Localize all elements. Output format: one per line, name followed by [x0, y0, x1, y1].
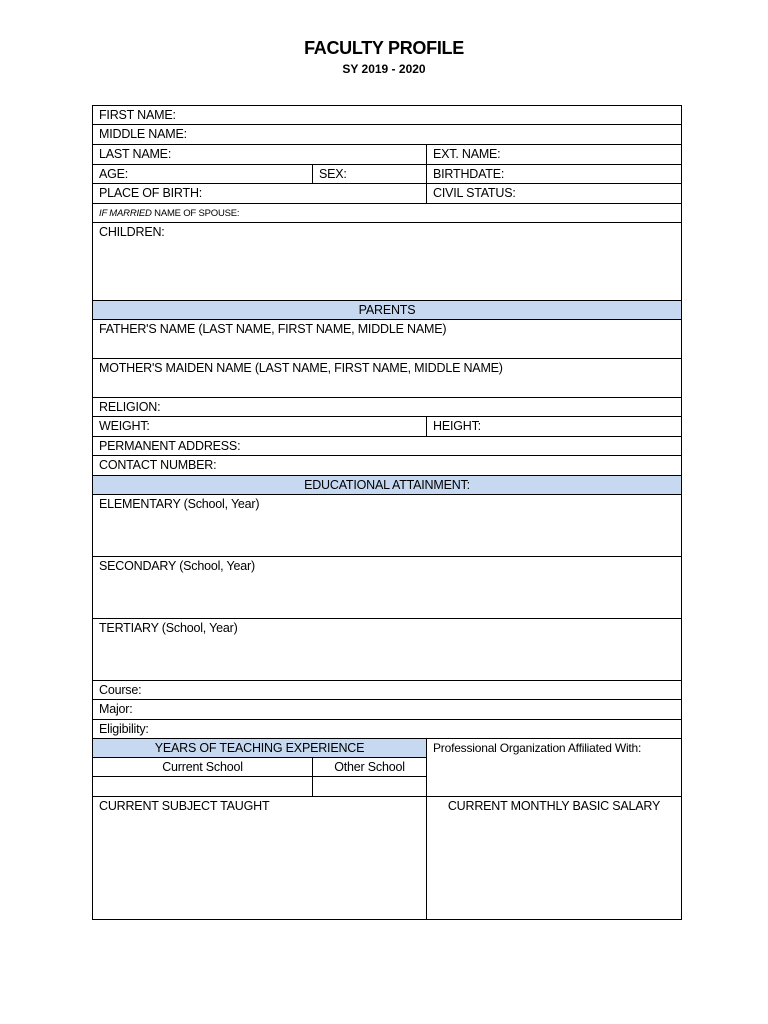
weight-height-row	[93, 417, 681, 437]
professional-organization-field[interactable]: Professional Organization Affiliated With:	[433, 741, 642, 755]
other-school-heading: Other School	[312, 758, 426, 776]
children-field[interactable]: CHILDREN:	[99, 225, 165, 239]
children-row	[93, 223, 681, 301]
mother-row	[93, 359, 681, 398]
father-row	[93, 320, 681, 359]
current-subject-taught-field[interactable]: CURRENT SUBJECT TAUGHT	[99, 799, 270, 813]
professional-organization-block	[426, 739, 681, 797]
elementary-field[interactable]: ELEMENTARY (School, Year)	[99, 497, 260, 511]
religion-field[interactable]: RELIGION:	[99, 400, 161, 414]
faculty-profile-form	[92, 105, 682, 920]
eligibility-field[interactable]: Eligibility:	[99, 722, 149, 736]
secondary-field[interactable]: SECONDARY (School, Year)	[99, 559, 255, 573]
permanent-address-field[interactable]: PERMANENT ADDRESS:	[99, 439, 241, 453]
spouse-name-field[interactable]	[93, 204, 681, 222]
school-year-subtitle: SY 2019 - 2020	[342, 62, 426, 76]
teaching-values-row	[93, 777, 426, 796]
teaching-columns-row	[93, 758, 426, 777]
fathers-name-field[interactable]: FATHER'S NAME (LAST NAME, FIRST NAME, MIDDLE NAME)	[99, 322, 447, 336]
eligibility-row	[93, 720, 681, 739]
form-title: FACULTY PROFILE	[304, 38, 464, 58]
contact-number-field[interactable]: CONTACT NUMBER:	[99, 458, 217, 472]
parents-heading: PARENTS	[358, 303, 416, 317]
spouse-row	[93, 204, 681, 223]
education-section-header	[93, 476, 681, 495]
sex-field[interactable]: SEX:	[312, 165, 426, 183]
first-name-field[interactable]: FIRST NAME:	[99, 108, 176, 122]
middle-name-field[interactable]: MIDDLE NAME:	[99, 127, 187, 141]
first-name-row	[93, 106, 681, 125]
course-row	[93, 681, 681, 700]
other-school-years-input[interactable]	[312, 777, 426, 796]
last-name-field[interactable]: LAST NAME:	[99, 147, 172, 161]
if-married-note: IF MARRIED	[99, 208, 152, 219]
course-field[interactable]: Course:	[99, 683, 142, 697]
ext-name-field[interactable]: EXT. NAME:	[426, 145, 681, 164]
education-heading: EDUCATIONAL ATTAINMENT:	[304, 478, 470, 492]
middle-name-row	[93, 125, 681, 145]
subject-salary-row	[93, 797, 681, 919]
age-field[interactable]: AGE:	[99, 167, 129, 181]
birth-place-row	[93, 184, 681, 204]
tertiary-field[interactable]: TERTIARY (School, Year)	[99, 621, 238, 635]
teaching-experience-header	[93, 739, 426, 758]
monthly-salary-field[interactable]: CURRENT MONTHLY BASIC SALARY	[426, 797, 681, 919]
teaching-experience-heading: YEARS OF TEACHING EXPERIENCE	[154, 741, 365, 755]
parents-section-header	[93, 301, 681, 320]
major-row	[93, 700, 681, 720]
weight-field[interactable]: WEIGHT:	[99, 419, 150, 433]
current-school-heading: Current School	[162, 760, 243, 774]
place-of-birth-field[interactable]: PLACE OF BIRTH:	[99, 186, 203, 200]
religion-row	[93, 398, 681, 417]
tertiary-row	[93, 619, 681, 681]
birthdate-field[interactable]: BIRTHDATE:	[426, 165, 681, 183]
address-row	[93, 437, 681, 456]
mothers-name-field[interactable]: MOTHER'S MAIDEN NAME (LAST NAME, FIRST NAME, MIDDLE NAME)	[99, 361, 503, 375]
age-sex-birthdate-row	[93, 165, 681, 184]
current-school-years-input[interactable]	[93, 777, 312, 796]
elementary-row	[93, 495, 681, 557]
teaching-experience-block	[93, 739, 426, 797]
major-field[interactable]: Major:	[99, 702, 133, 716]
secondary-row	[93, 557, 681, 619]
civil-status-field[interactable]: CIVIL STATUS:	[426, 184, 681, 203]
contact-row	[93, 456, 681, 476]
height-field[interactable]: HEIGHT:	[426, 417, 681, 436]
spouse-label: NAME OF SPOUSE:	[151, 208, 240, 219]
last-name-row	[93, 145, 681, 165]
